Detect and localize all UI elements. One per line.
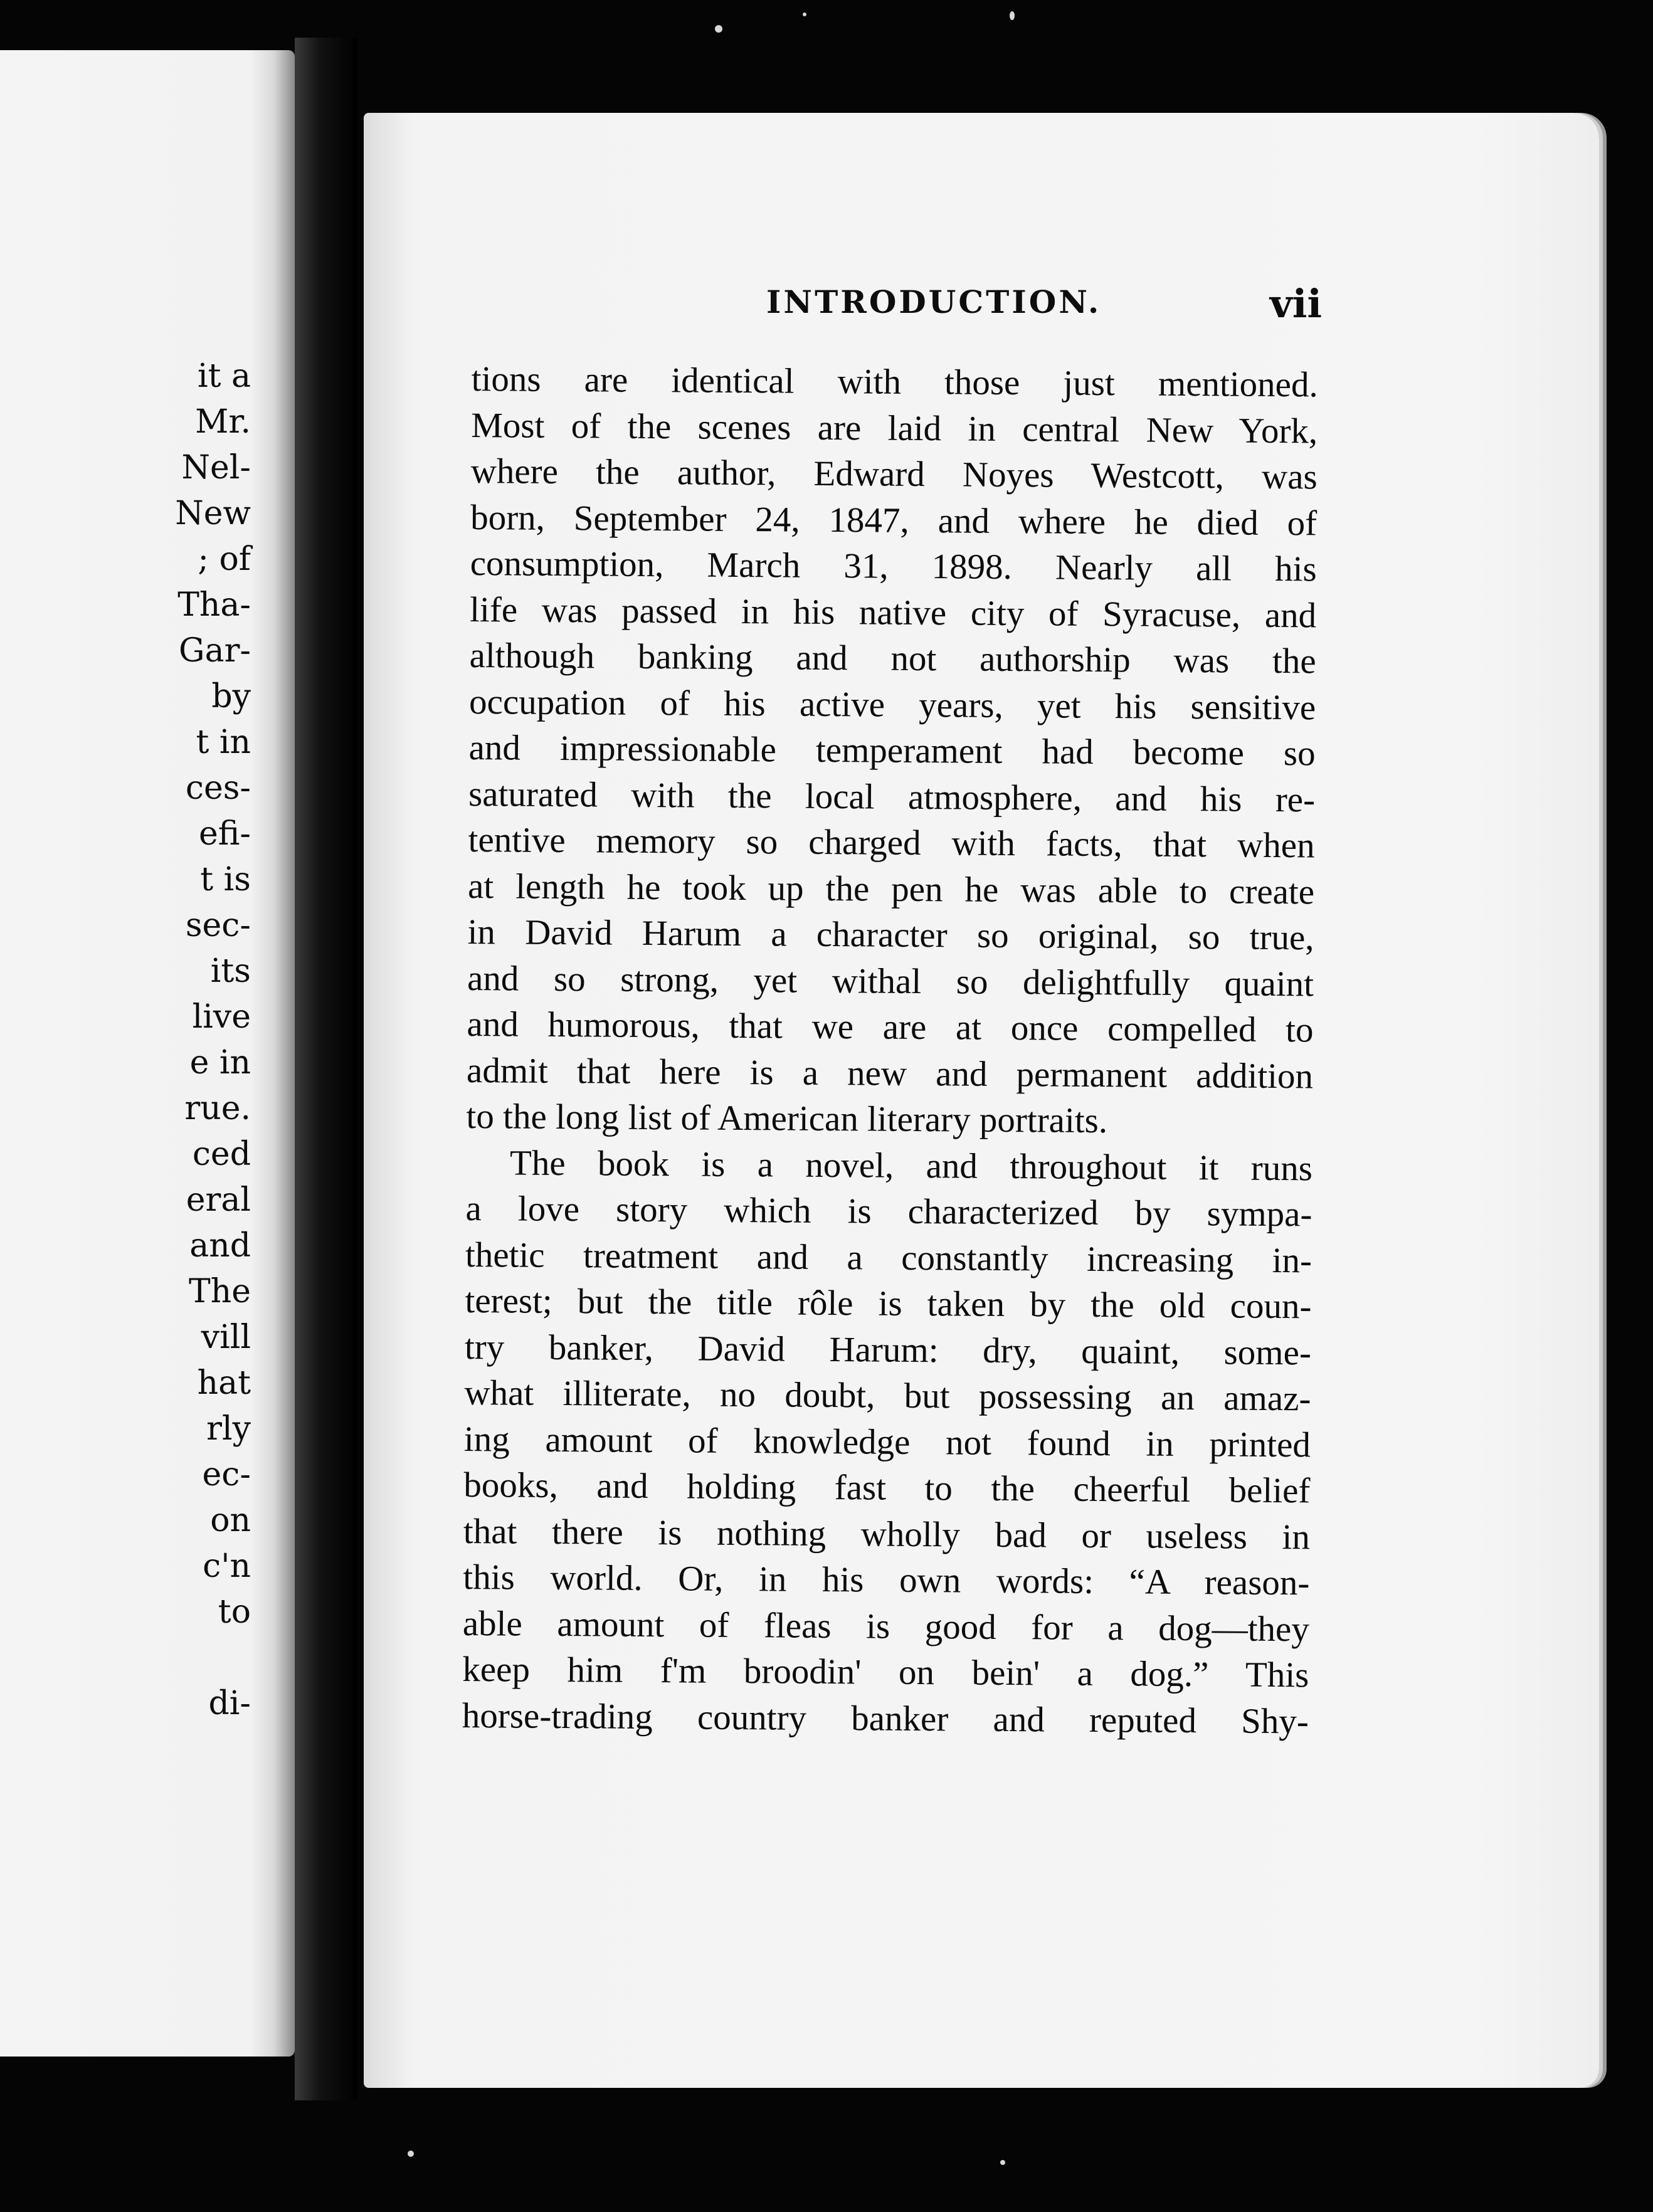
text-line: consumption, March 31, 1898. Nearly all his <box>470 543 1317 589</box>
text-line: keep him f'm broodin' on bein' a dog.” This <box>462 1649 1309 1695</box>
left-line: on <box>210 1502 251 1539</box>
left-line: live <box>192 998 251 1036</box>
text-line: what illiterate, no doubt, but possessing an amaz- <box>464 1372 1311 1419</box>
text-line: although banking and not authorship was the <box>469 635 1316 682</box>
text-line: occupation of his active years, yet his sensitive <box>468 682 1316 727</box>
left-line: Gar- <box>179 632 251 670</box>
left-line: rue. <box>184 1090 251 1127</box>
text-line: life was passed in his native city of Syracuse, and <box>469 589 1317 635</box>
text-line: a love story which is characterized by sympa- <box>465 1188 1312 1235</box>
text-line: thetic treatment and a constantly increasing in- <box>465 1235 1312 1280</box>
text-line: admit that here is a new and permanent addition <box>466 1050 1314 1096</box>
left-line: New <box>175 495 251 532</box>
left-line: ec- <box>202 1456 251 1493</box>
text-line: tentive memory so charged with facts, that when <box>468 819 1315 866</box>
left-line: to <box>218 1593 251 1631</box>
text-line: this world. Or, in his own words: “A reason- <box>463 1557 1310 1603</box>
left-page <box>0 50 295 2057</box>
text-line: and humorous, that we are at once compelled to <box>467 1004 1314 1050</box>
text-line: try banker, David Harum: dry, quaint, some- <box>464 1327 1312 1372</box>
scan-speck <box>408 2151 414 2157</box>
left-line: rly <box>206 1410 251 1448</box>
left-line: and <box>189 1227 251 1265</box>
text-line: and impressionable temperament had become so <box>468 727 1316 774</box>
text-line: and so strong, yet withal so delightfully quaint <box>467 958 1314 1004</box>
text-line: ing amount of knowledge not found in printed <box>463 1419 1311 1465</box>
left-line: vill <box>201 1319 251 1356</box>
left-line: hat <box>197 1364 251 1402</box>
book-gutter <box>295 38 357 2100</box>
text-line: tions are identical with those just mentioned. <box>471 359 1318 405</box>
scan-speck <box>1000 2160 1005 2165</box>
text-line: to the long list of American literary portraits. <box>466 1096 1108 1141</box>
scan-speck <box>1010 11 1015 20</box>
left-line: ced <box>192 1135 251 1173</box>
text-line: where the author, Edward Noyes Westcott, was <box>470 451 1318 497</box>
scan-speck <box>715 25 722 33</box>
left-line: sec- <box>185 907 251 944</box>
left-line: efi- <box>198 815 251 853</box>
body-text <box>462 356 1318 1772</box>
paragraph-start-line: The book is a novel, and throughout it runs <box>509 1142 1313 1188</box>
left-page-text-column <box>44 50 251 2057</box>
left-line: it a <box>197 357 251 395</box>
left-line: Mr. <box>195 403 251 441</box>
left-line: by <box>211 678 251 715</box>
text-line: horse-trading country banker and reputed Shy- <box>462 1695 1309 1741</box>
running-head: INTRODUCTION. <box>766 283 1102 320</box>
left-line: t is <box>200 861 251 898</box>
left-line: Tha- <box>177 586 251 624</box>
text-line: able amount of fleas is good for a dog—they <box>462 1603 1310 1649</box>
left-line: its <box>210 952 251 990</box>
page-number: vii <box>1269 281 1322 327</box>
left-line: di- <box>208 1685 251 1722</box>
text-line: saturated with the local atmosphere, and his re- <box>468 774 1316 819</box>
text-line: terest; but the title rôle is taken by the old coun- <box>465 1280 1312 1327</box>
left-line: ; of <box>198 540 251 578</box>
scan-speck <box>803 13 806 16</box>
text-line: in David Harum a character so original, so true, <box>467 912 1314 958</box>
left-line: The <box>189 1273 251 1310</box>
left-line: t in <box>196 724 251 761</box>
text-line: born, September 24, 1847, and where he died of <box>470 497 1318 543</box>
text-line: books, and holding fast to the cheerful belief <box>463 1465 1311 1511</box>
text-line: Most of the scenes are laid in central New York, <box>471 405 1318 451</box>
left-line: c'n <box>203 1547 251 1585</box>
left-line: ces- <box>185 769 251 807</box>
left-line: eral <box>186 1181 251 1219</box>
text-line: at length he took up the pen he was able to create <box>467 866 1315 912</box>
left-line: e in <box>189 1044 251 1082</box>
text-line: that there is nothing wholly bad or useless in <box>463 1511 1311 1557</box>
left-line: Nel- <box>181 449 251 487</box>
